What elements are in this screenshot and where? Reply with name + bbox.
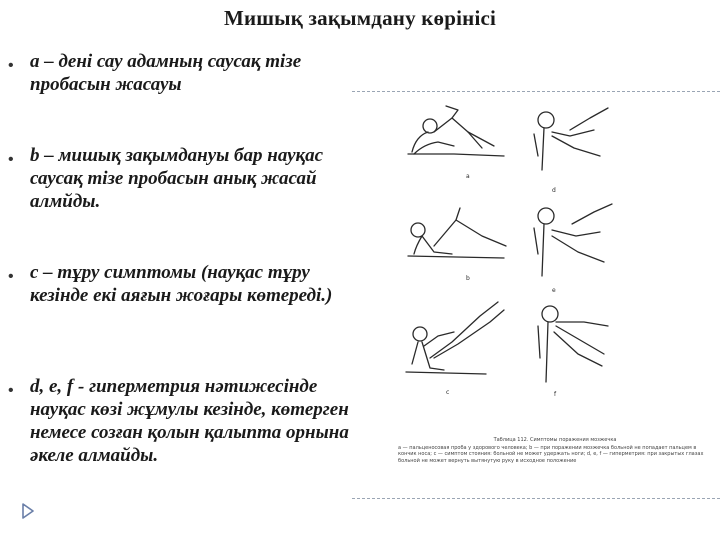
svg-text:c: c (446, 389, 450, 396)
bullet-dot: • (8, 382, 14, 399)
svg-text:b: b (466, 275, 470, 282)
figure-row1-lying (408, 106, 504, 156)
figure-row3-seated (406, 302, 504, 374)
figure-row1-standing (534, 108, 608, 170)
caption-text: а — пальценосовая проба у здорового человека; b — при поражении мозжечка больной не попадает пальцем в кончик носа; c — симптом стояния: больной не может удержать ноги; d, e, f — гиперметрия: при закрытых глазах больной не может вернуть вытянутую руку в исходное положение (398, 444, 704, 464)
caption-title: Таблица 112. Симптомы поражения мозжечка (493, 437, 617, 443)
svg-text:d: d (552, 187, 556, 194)
figure-row3-standing (538, 306, 608, 382)
divider-top (352, 91, 720, 92)
nav-arrow[interactable] (20, 502, 36, 525)
cerebellar-test-illustration (394, 96, 716, 496)
svg-text:e: e (552, 287, 556, 294)
triangle-arrow-icon (20, 502, 36, 520)
bullet-text: b – мишық зақымдануы бар науқас саусақ тізе пробасын анық жасай алмйды. (30, 145, 324, 212)
bullet-dot: • (8, 268, 14, 285)
bullet-dot: • (8, 57, 14, 74)
slide-title: Мишық зақымдану көрінісі (223, 6, 497, 30)
figure-row2-lying (408, 208, 506, 258)
bullet-text: d, e, f - гиперметрия нәтижесінде науқас көзі жұмулы кезінде, көтерген немесе созған қолын қалыпта орнына әкеле алмайды. (30, 376, 349, 466)
figure-illustration (394, 96, 716, 496)
bullet-dot: • (8, 151, 14, 168)
figure-caption (398, 437, 712, 464)
bullet-text: c – тұру симптомы (науқас тұру кезінде екі аяғын жоғары көтереді.) (30, 262, 333, 306)
bullet-text: а – дені сау адамның саусақ тізе пробасын жасауы (30, 51, 302, 95)
svg-text:f: f (554, 391, 557, 398)
figure-row2-standing (534, 204, 612, 276)
divider-bottom (352, 498, 720, 499)
svg-text:a: a (466, 173, 470, 180)
